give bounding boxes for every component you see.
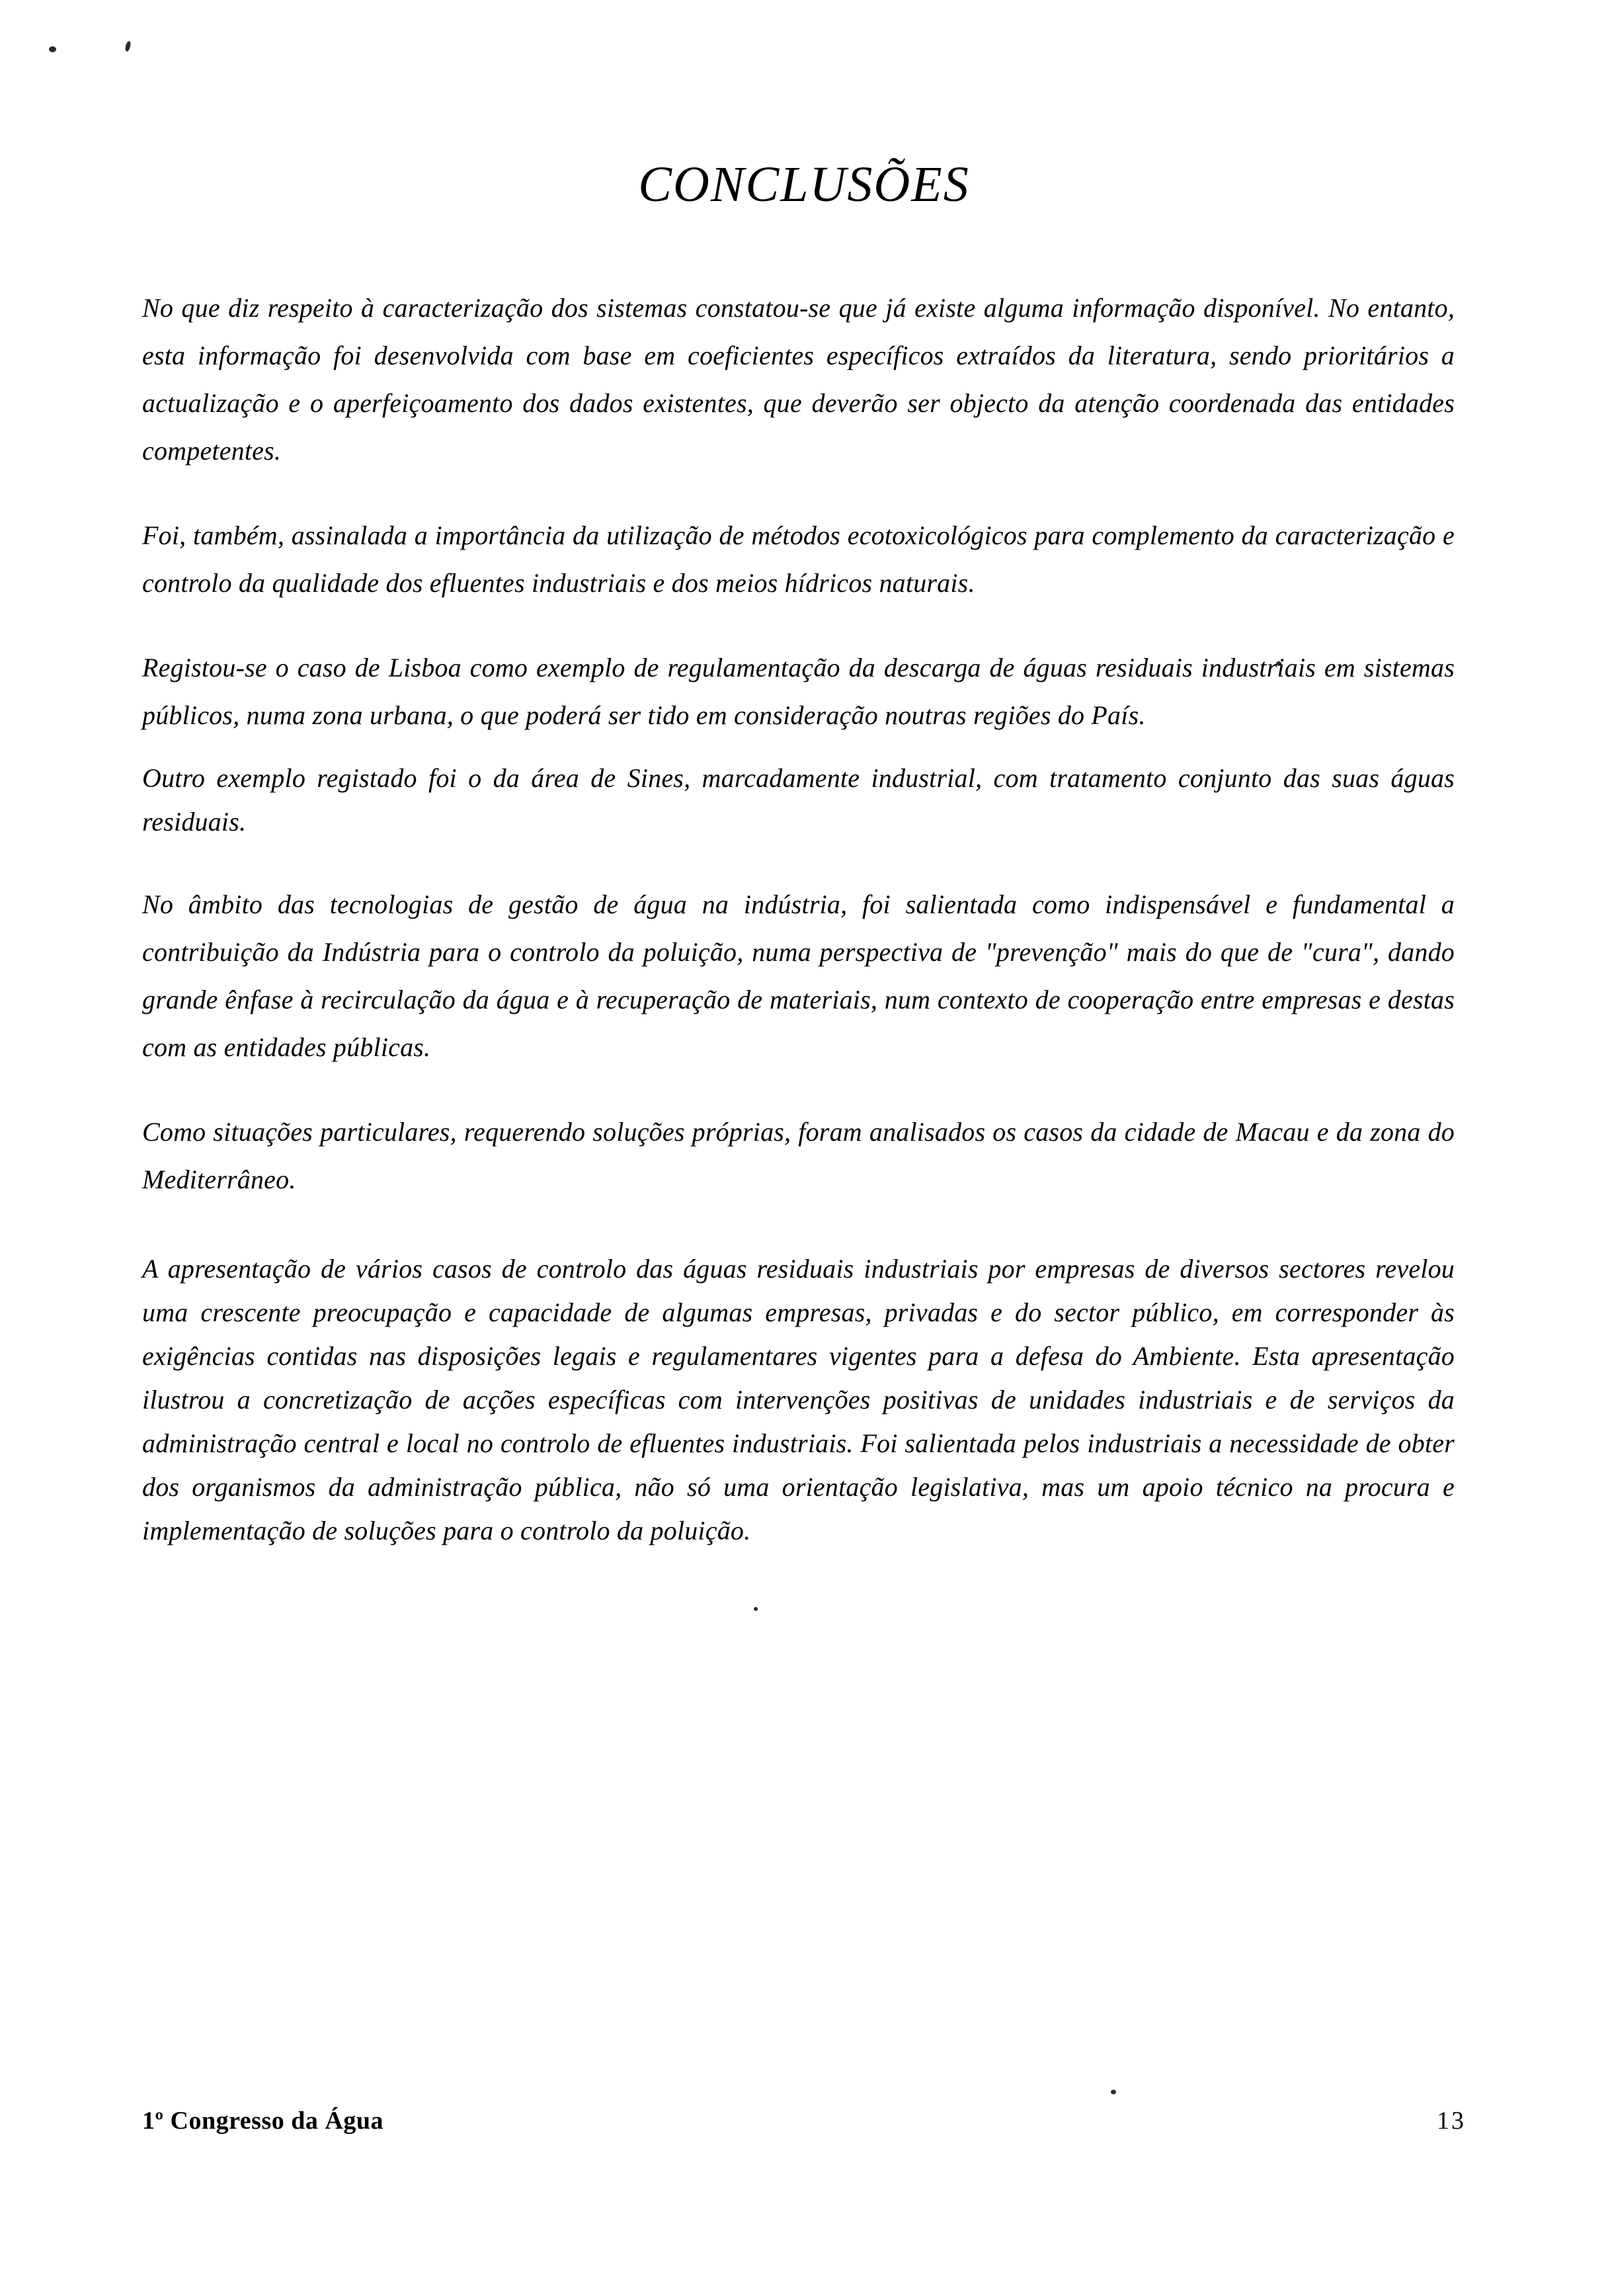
page-number: 13 xyxy=(1437,2107,1466,2135)
paragraph-characterization: No que diz respeito à caracterização dos sistemas constatou-se que já existe alguma informação disponível. No entanto, esta informação foi desenvolvida com base em coeficientes específicos extraídos da literatura, sendo prioritários a actualização e o aperfeiçoamento dos dados existentes, que deverão ser objecto da atenção coordenada das entidades competentes. xyxy=(142,293,1455,466)
scan-speckle xyxy=(754,1607,758,1611)
paragraph-water-management: No âmbito das tecnologias de gestão de água na indústria, foi salientada como indispensável e fundamental a contribuição da Indústria para o controlo da poluição, numa perspectiva de "prevenção" mais do que de "cura", dando grande ênfase à recirculação da água e à recuperação de materiais, num contexto de cooperação entre empresas e destas com as entidades públicas. xyxy=(142,889,1455,1062)
scan-speckle xyxy=(1111,2090,1116,2094)
page-footer xyxy=(142,2106,1466,2135)
paragraph-case-presentations: A apresentação de vários casos de controlo das águas residuais industriais por empresas de diversos sectores revelou uma crescente preocupação e capacidade de algumas empresas, privadas e do sector público, em corresponder às exigências contidas nas disposições legais e regulamentares vigentes para a defesa do Ambiente. Esta apresentação ilustrou a concretização de acções específicas com intervenções positivas de unidades industriais e de serviços da administração central e local no controlo de efluentes industriais. Foi salientada pelos industriais a necessidade de obter dos organismos da administração pública, não só uma orientação legislativa, mas um apoio técnico na procura e implementação de soluções para o controlo da poluição. xyxy=(142,1254,1455,1545)
document-body xyxy=(142,284,1455,1578)
paragraph-macau-mediterraneo: Como situações particulares, requerendo soluções próprias, foram analisados os casos da cidade de Macau e da zona do Mediterrâneo. xyxy=(142,1117,1455,1194)
scan-speckle xyxy=(49,46,56,52)
scan-speckle xyxy=(124,40,132,52)
paragraph-lisboa: Registou-se o caso de Lisboa como exemplo de regulamentação da descarga de águas residuais industriais em sistemas públicos, numa zona urbana, o que poderá ser tido em consideração noutras regiões do País. xyxy=(142,653,1455,730)
footer-source-label: 1º Congresso da Água xyxy=(142,2107,383,2135)
page-title: CONCLUSÕES xyxy=(638,156,970,212)
paragraph-ecotoxicology: Foi, também, assinalada a importância da utilização de métodos ecotoxicológicos para complemento da caracterização e controlo da qualidade dos efluentes industriais e dos meios hídricos naturais. xyxy=(142,520,1455,598)
paragraph-sines: Outro exemplo registado foi o da área de Sines, marcadamente industrial, com tratamento conjunto das suas águas residuais. xyxy=(142,763,1455,837)
